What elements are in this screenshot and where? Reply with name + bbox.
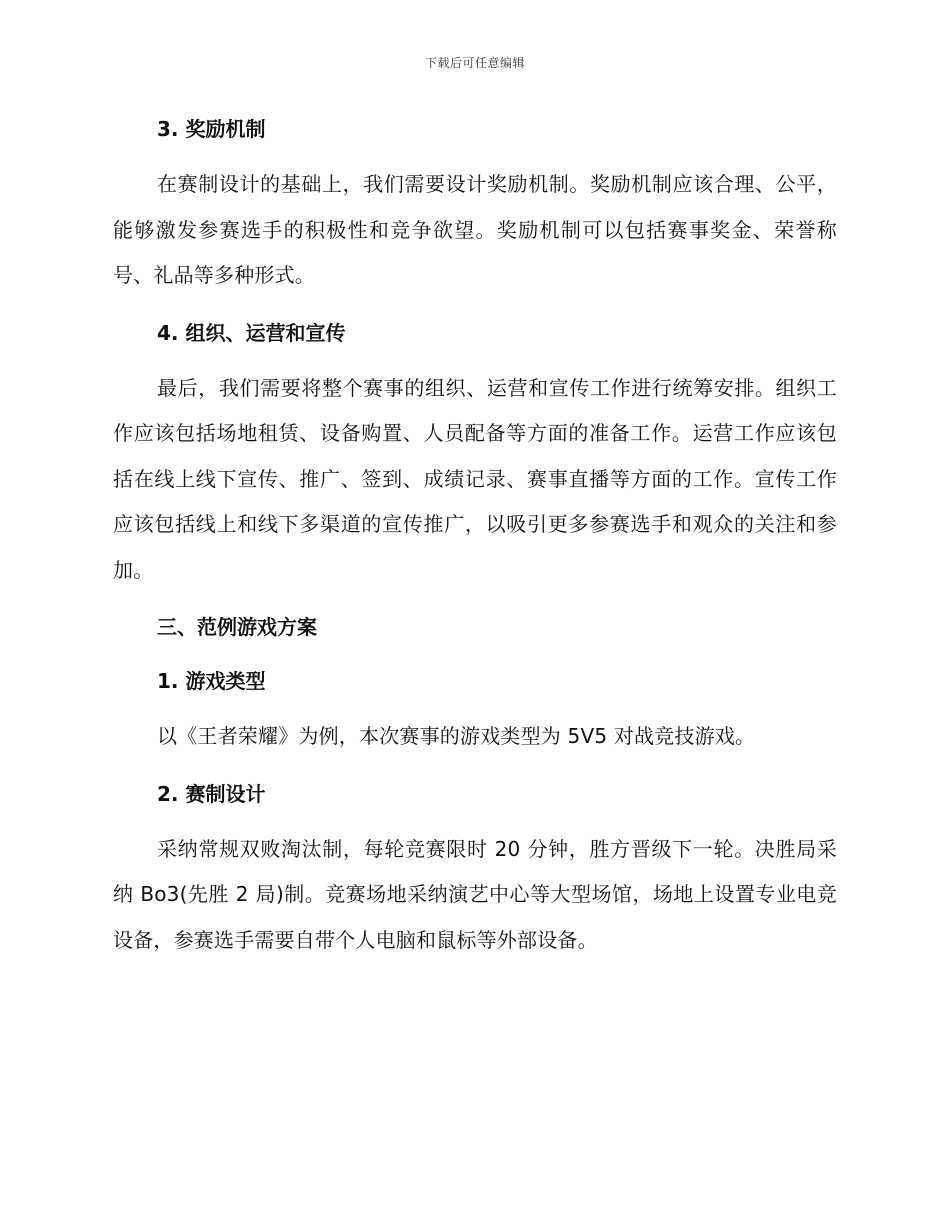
heading-organization: 4. 组织、运营和宣传 [157, 320, 346, 345]
paragraph-format-design: 采纳常规双败淘汰制，每轮竞赛限时 20 分钟，胜方晋级下一轮。决胜局采纳 Bo3(先胜 2 局)制。竞赛场地采纳演艺中心等大型场馆，场地上设置专业电竞设备，参赛选手需要自带个人电脑和鼠标等外部设备。 [113, 836, 837, 952]
paragraph-organization: 最后，我们需要将整个赛事的组织、运营和宣传工作进行统筹安排。组织工作应该包括场地租赁、设备购置、人员配备等方面的准备工作。运营工作应该包括在线上线下宣传、推广、签到、成绩记录、赛事直播等方面的工作。宣传工作应该包括线上和线下多渠道的宣传推广，以吸引更多参赛选手和观众的关注和参加。 [113, 375, 837, 582]
heading-game-type: 1. 游戏类型 [157, 669, 266, 693]
paragraph-game-type: 以《王者荣耀》为例，本次赛事的游戏类型为 5V5 对战竞技游戏。 [157, 724, 756, 748]
heading-reward-mechanism: 3. 奖励机制 [157, 117, 266, 141]
paragraph-reward-mechanism: 在赛制设计的基础上，我们需要设计奖励机制。奖励机制应该合理、公平，能够激发参赛选手的积极性和竞争欲望。奖励机制可以包括赛事奖金、荣誉称号、礼品等多种形式。 [113, 172, 837, 287]
header-watermark: 下载后可任意编辑 [424, 56, 525, 70]
heading-format-design: 2. 赛制设计 [157, 781, 266, 806]
heading-example-game-plan: 三、范例游戏方案 [157, 615, 317, 639]
document-body [113, 108, 837, 963]
